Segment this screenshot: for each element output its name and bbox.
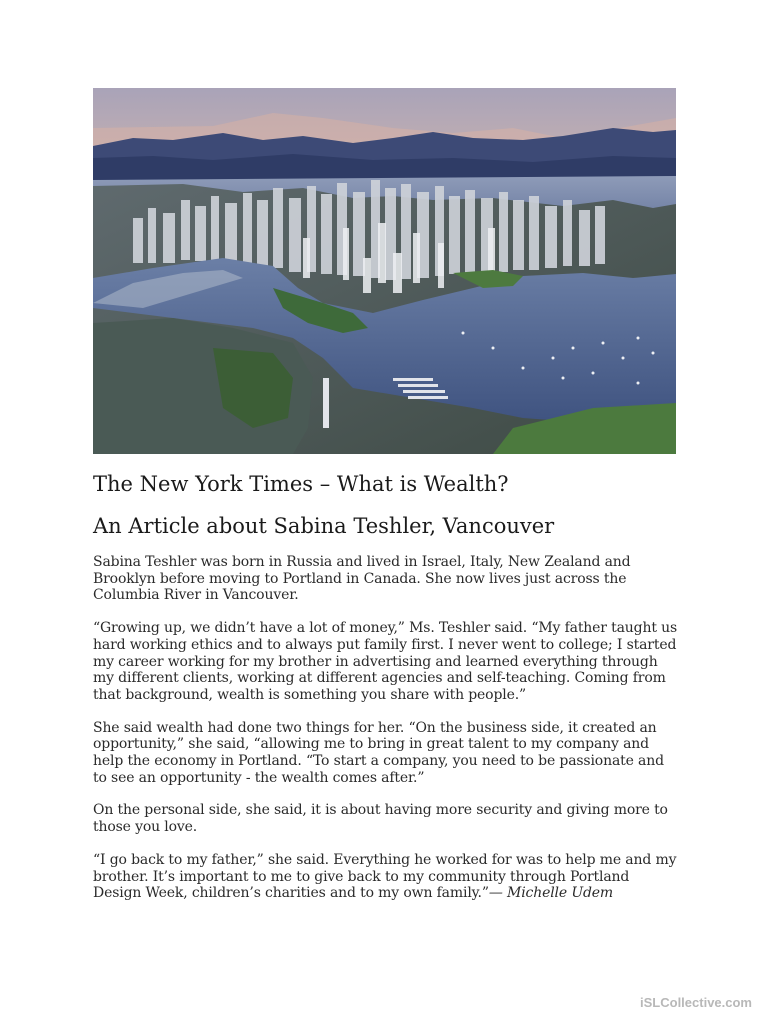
article-author: — Michelle Udem <box>488 885 614 902</box>
watermark: iSLCollective.com <box>640 995 752 1010</box>
vancouver-aerial-photo <box>93 88 676 454</box>
article-paragraph-last <box>93 852 678 902</box>
page-title: The New York Times – What is Wealth? <box>93 472 509 496</box>
article-paragraph: She said wealth had done two things for her. “On the business side, it created an opportunity,” she said, “allowing me to bring in great talent to my company and help the economy in Portland. “To start a company, you need to be passionate and to see an opportunity - the wealth comes after.” <box>93 719 664 786</box>
article-body <box>93 554 678 918</box>
last-paragraph-text: “I go back to my father,” she said. Everything he worked for was to help me and my brother. It’s important to me to give back to my community through Portland Design Week, children’s charities and to my own family.” <box>93 851 677 902</box>
article-paragraph: Sabina Teshler was born in Russia and lived in Israel, Italy, New Zealand and Brooklyn before moving to Portland in Canada. She now lives just across the Columbia River in Vancouver. <box>93 554 631 604</box>
article-subtitle: An Article about Sabina Teshler, Vancouver <box>93 514 555 538</box>
article-paragraph: On the personal side, she said, it is about having more security and giving more to those you love. <box>93 802 668 836</box>
article-paragraph: “Growing up, we didn’t have a lot of money,” Ms. Teshler said. “My father taught us hard working ethics and to always put family first. I never went to college; I started my career working for my brother in advertising and learned everything through my different clients, working at different agencies and self-teaching. Coming from that background, wealth is something you share with people.” <box>93 620 678 703</box>
